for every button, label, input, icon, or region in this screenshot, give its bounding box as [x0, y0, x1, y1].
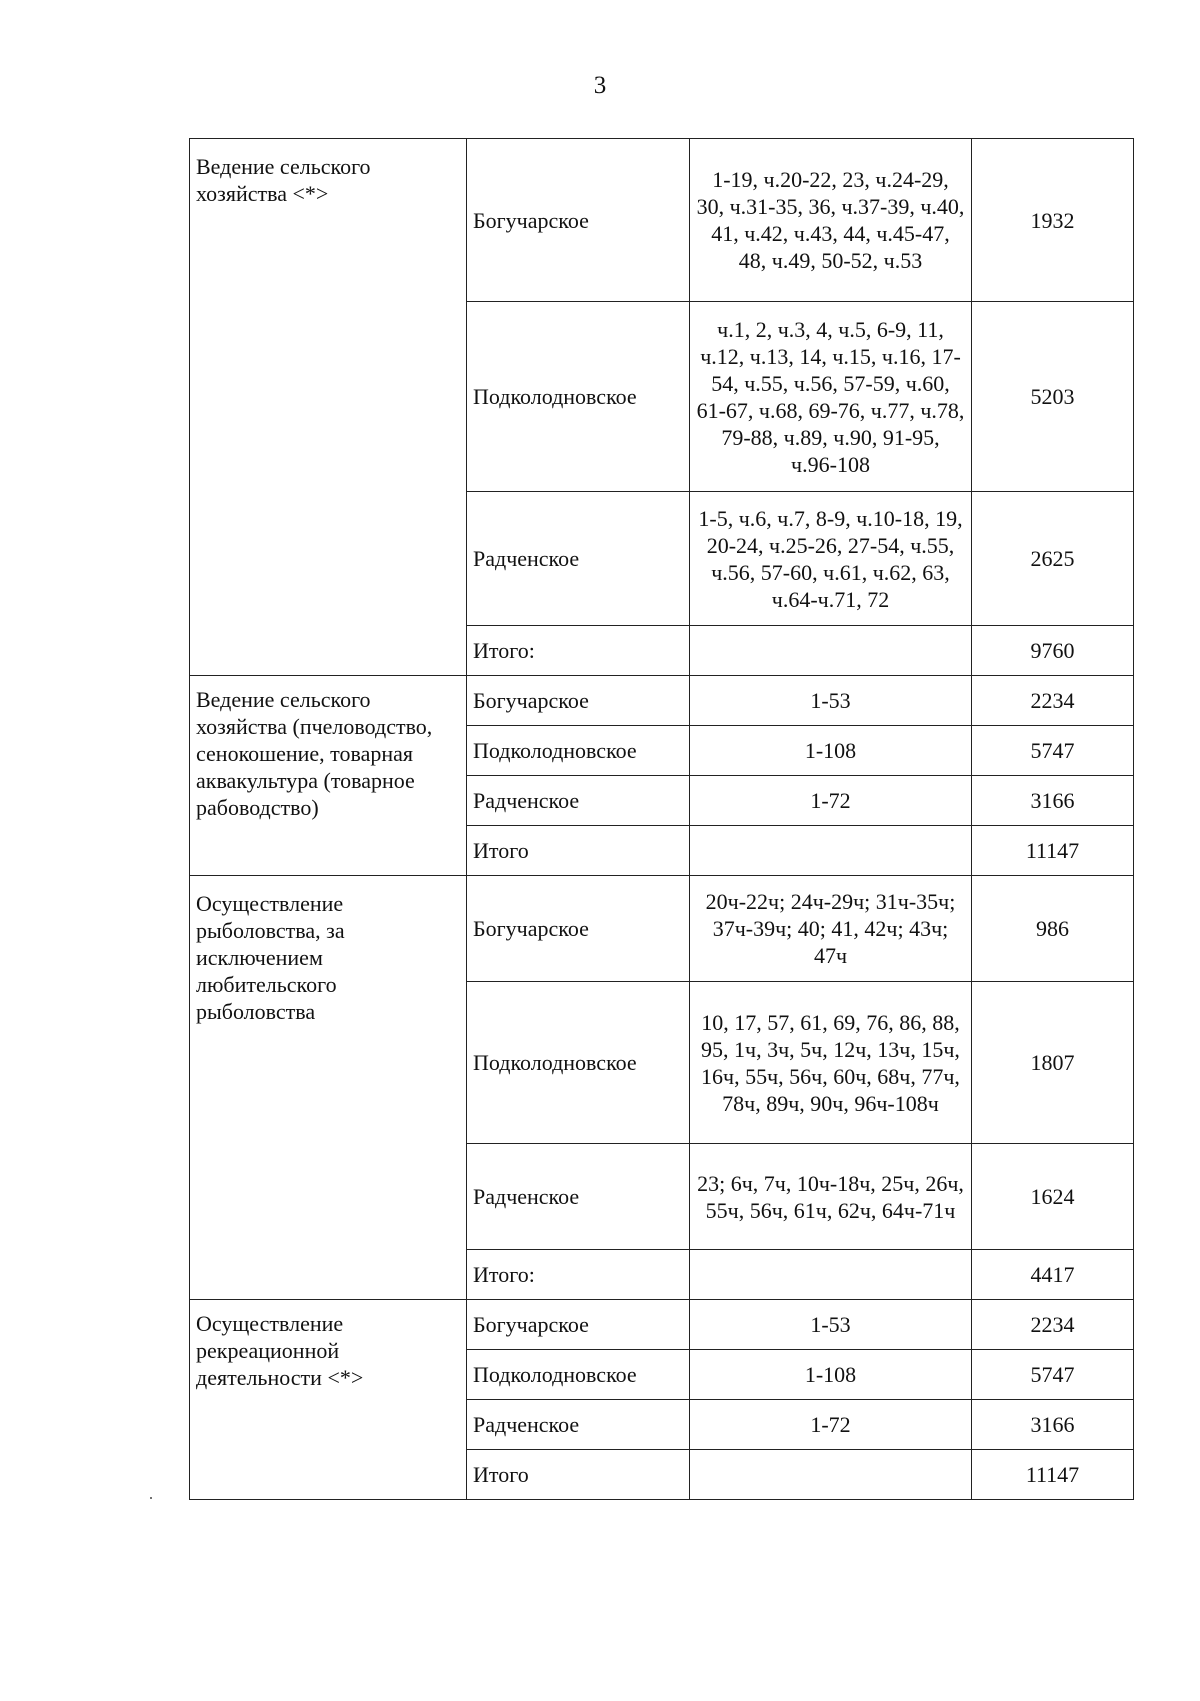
plots-cell: 20ч-22ч; 24ч-29ч; 31ч-35ч; 37ч-39ч; 40; 41, 42ч; 43ч; 47ч — [690, 876, 972, 982]
table-row — [190, 139, 1134, 302]
activity-cell: Осуществление рыболовства, за исключением любительского рыболовства — [190, 876, 467, 1300]
area-cell: 1624 — [972, 1144, 1134, 1250]
district-cell: Радченское — [467, 492, 690, 626]
plots-cell: 1-108 — [690, 1350, 972, 1400]
table-row — [190, 676, 1134, 726]
area-cell: 3166 — [972, 1400, 1134, 1450]
table-row — [190, 1300, 1134, 1350]
area-cell: 3166 — [972, 776, 1134, 826]
district-cell: Подколодновское — [467, 302, 690, 492]
scan-speck — [150, 1497, 152, 1499]
area-cell: 1932 — [972, 139, 1134, 302]
total-area-cell: 4417 — [972, 1250, 1134, 1300]
district-cell: Радченское — [467, 1144, 690, 1250]
area-cell: 2234 — [972, 1300, 1134, 1350]
total-label-cell: Итого — [467, 1450, 690, 1500]
district-cell: Богучарское — [467, 1300, 690, 1350]
district-cell: Подколодновское — [467, 982, 690, 1144]
district-cell: Богучарское — [467, 139, 690, 302]
district-cell: Подколодновское — [467, 726, 690, 776]
district-cell: Богучарское — [467, 876, 690, 982]
district-cell: Богучарское — [467, 676, 690, 726]
activity-cell: Осуществление рекреационной деятельности <*> — [190, 1300, 467, 1500]
plots-cell: 1-72 — [690, 776, 972, 826]
total-label-cell: Итого — [467, 826, 690, 876]
area-cell: 2234 — [972, 676, 1134, 726]
table-row — [190, 876, 1134, 982]
plots-cell: ч.1, 2, ч.3, 4, ч.5, 6-9, 11, ч.12, ч.13, 14, ч.15, ч.16, 17-54, ч.55, ч.56, 57-59, ч.60, 61-67, ч.68, 69-76, ч.77, ч.78, 79-88, ч.89, ч.90, 91-95, ч.96-108 — [690, 302, 972, 492]
plots-cell: 23; 6ч, 7ч, 10ч-18ч, 25ч, 26ч, 55ч, 56ч, 61ч, 62ч, 64ч-71ч — [690, 1144, 972, 1250]
total-area-cell: 9760 — [972, 626, 1134, 676]
plots-cell — [690, 1250, 972, 1300]
area-cell: 2625 — [972, 492, 1134, 626]
page-number: 3 — [593, 72, 607, 99]
plots-cell — [690, 1450, 972, 1500]
total-area-cell: 11147 — [972, 1450, 1134, 1500]
plots-cell — [690, 826, 972, 876]
total-label-cell: Итого: — [467, 626, 690, 676]
plots-cell — [690, 626, 972, 676]
area-cell: 5747 — [972, 1350, 1134, 1400]
plots-cell: 1-19, ч.20-22, 23, ч.24-29, 30, ч.31-35, 36, ч.37-39, ч.40, 41, ч.42, ч.43, 44, ч.45-47, 48, ч.49, 50-52, ч.53 — [690, 139, 972, 302]
plots-cell: 1-72 — [690, 1400, 972, 1450]
plots-cell: 1-53 — [690, 676, 972, 726]
plots-cell: 1-5, ч.6, ч.7, 8-9, ч.10-18, 19, 20-24, ч.25-26, 27-54, ч.55, ч.56, 57-60, ч.61, ч.62, 63, ч.64-ч.71, 72 — [690, 492, 972, 626]
area-cell: 1807 — [972, 982, 1134, 1144]
plots-cell: 1-108 — [690, 726, 972, 776]
area-cell: 5203 — [972, 302, 1134, 492]
land-use-table — [189, 138, 1134, 1500]
area-cell: 986 — [972, 876, 1134, 982]
plots-cell: 1-53 — [690, 1300, 972, 1350]
activity-cell: Ведение сельского хозяйства (пчеловодство, сенокошение, товарная аквакультура (товарное рабоводство) — [190, 676, 467, 876]
total-area-cell: 11147 — [972, 826, 1134, 876]
plots-cell: 10, 17, 57, 61, 69, 76, 86, 88, 95, 1ч, 3ч, 5ч, 12ч, 13ч, 15ч, 16ч, 55ч, 56ч, 60ч, 68ч, 77ч, 78ч, 89ч, 90ч, 96ч-108ч — [690, 982, 972, 1144]
activity-cell: Ведение сельского хозяйства <*> — [190, 139, 467, 676]
area-cell: 5747 — [972, 726, 1134, 776]
total-label-cell: Итого: — [467, 1250, 690, 1300]
district-cell: Радченское — [467, 1400, 690, 1450]
district-cell: Подколодновское — [467, 1350, 690, 1400]
district-cell: Радченское — [467, 776, 690, 826]
